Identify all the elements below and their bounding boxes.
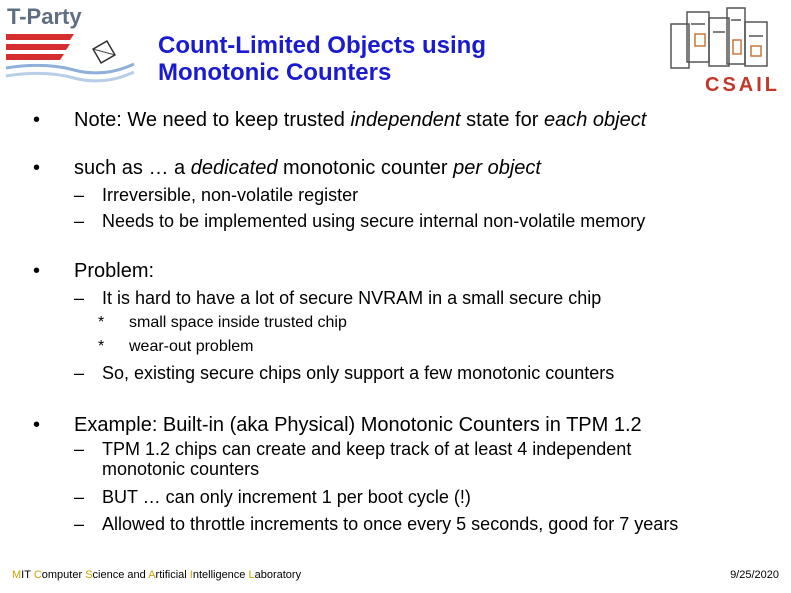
slide-title-line2: Monotonic Counters	[158, 59, 392, 86]
sub-item: So, existing secure chips only support a few monotonic counters	[102, 363, 615, 383]
subsub-item: wear-out problem	[129, 338, 254, 355]
sub-marker: –	[74, 288, 85, 308]
sub-marker: –	[74, 363, 85, 383]
bullet-such-as: such as … a dedicated monotonic counter per object	[74, 157, 541, 179]
csail-building-icon	[665, 4, 785, 74]
sub-marker: –	[74, 185, 85, 205]
sub-item: Allowed to throttle increments to once every 5 seconds, good for 7 years	[102, 514, 679, 534]
sub-item: BUT … can only increment 1 per boot cycle (!)	[102, 487, 471, 507]
t-party-logo-text: T-Party	[7, 4, 82, 29]
subsub-marker: *	[98, 314, 105, 331]
csail-logo	[665, 4, 785, 96]
sub-item: Needs to be implemented using secure internal non-volatile memory	[102, 211, 646, 231]
bullet-example: Example: Built-in (aka Physical) Monotonic Counters in TPM 1.2	[74, 414, 642, 436]
sub-item: Irreversible, non-volatile register	[102, 185, 359, 205]
subsub-marker: *	[98, 338, 105, 355]
t-party-logo	[4, 4, 144, 94]
sub-marker: –	[74, 487, 85, 507]
slide-title	[158, 32, 578, 86]
bullet-marker: •	[33, 109, 41, 131]
sub-marker: –	[74, 514, 85, 534]
sub-item: It is hard to have a lot of secure NVRAM in a small secure chip	[102, 288, 602, 308]
flag-icon	[4, 4, 144, 94]
bullet-note: Note: We need to keep trusted independent state for each object	[74, 109, 647, 131]
bullet-problem: Problem:	[74, 260, 155, 282]
bullet-marker: •	[33, 157, 41, 179]
footer-lab-name: MIT Computer Science and Artificial Intelligence Laboratory	[12, 569, 302, 581]
slide-title-line1: Count-Limited Objects using	[158, 32, 486, 59]
sub-marker: –	[74, 211, 85, 231]
sub-marker: –	[74, 439, 85, 459]
bullet-marker: •	[33, 260, 41, 282]
footer-date: 9/25/2020	[730, 569, 779, 581]
csail-logo-text: CSAIL	[705, 74, 780, 96]
subsub-item: small space inside trusted chip	[129, 314, 347, 331]
sub-item: TPM 1.2 chips can create and keep track of at least 4 independent monotonic counters	[102, 439, 632, 479]
bullet-marker: •	[33, 414, 41, 436]
